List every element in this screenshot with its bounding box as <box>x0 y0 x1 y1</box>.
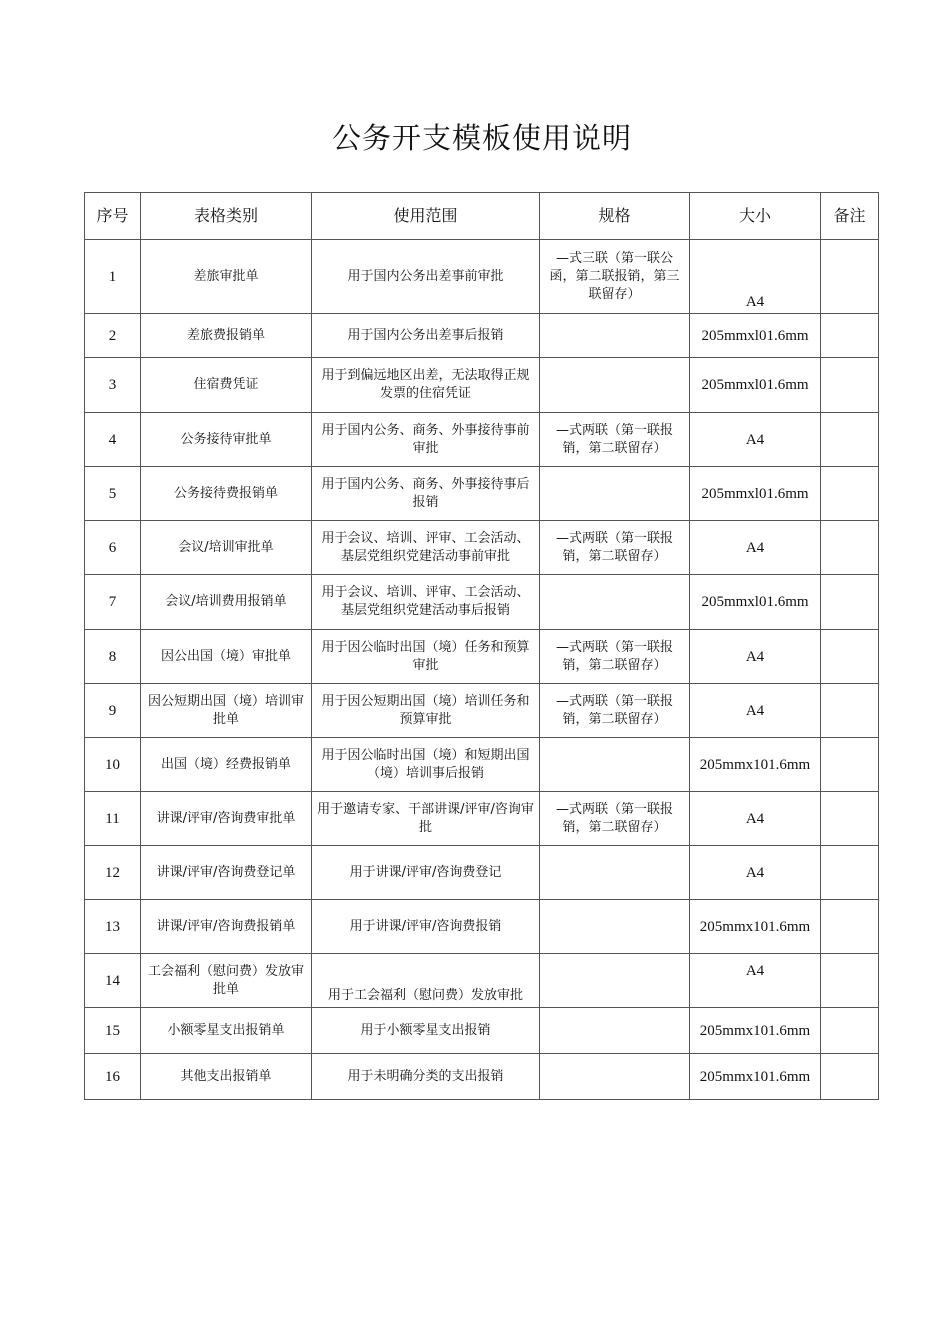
table-row <box>85 630 879 684</box>
spec-cell: —式两联（第一联报销，第二联留存） <box>540 521 690 575</box>
form-type-cell: 公务接待费报销单 <box>141 467 312 521</box>
size-cell: A4 <box>690 521 821 575</box>
form-type-cell: 讲课/评审/咨询费登记单 <box>141 846 312 900</box>
note-cell <box>821 467 879 521</box>
header-cell: 序号 <box>85 193 141 240</box>
header-cell: 使用范围 <box>312 193 540 240</box>
usage-scope-cell: 用于国内公务、商务、外事接待事前审批 <box>312 413 540 467</box>
spec-cell: —式两联（第一联报销，第二联留存） <box>540 684 690 738</box>
usage-scope-cell: 用于工会福利（慰问费）发放审批 <box>312 954 540 1008</box>
form-type-cell: 讲课/评审/咨询费报销单 <box>141 900 312 954</box>
note-cell <box>821 954 879 1008</box>
table-row <box>85 1054 879 1100</box>
size-cell: 205mmxl01.6mm <box>690 467 821 521</box>
size-cell: A4 <box>690 630 821 684</box>
form-type-cell: 差旅审批单 <box>141 240 312 314</box>
spec-cell <box>540 900 690 954</box>
size-cell: 205mmxl01.6mm <box>690 575 821 630</box>
note-cell <box>821 358 879 413</box>
spec-cell: —式两联（第一联报销，第二联留存） <box>540 630 690 684</box>
size-cell: A4 <box>690 684 821 738</box>
row-number-cell: 7 <box>85 575 141 630</box>
spec-cell <box>540 954 690 1008</box>
row-number-cell: 12 <box>85 846 141 900</box>
usage-scope-cell: 用于因公短期出国（境）培训任务和预算审批 <box>312 684 540 738</box>
note-cell <box>821 846 879 900</box>
form-type-cell: 会议/培训审批单 <box>141 521 312 575</box>
table-row <box>85 1008 879 1054</box>
usage-scope-cell: 用于邀请专家、干部讲课/评审/咨询审批 <box>312 792 540 846</box>
row-number-cell: 10 <box>85 738 141 792</box>
row-number-cell: 1 <box>85 240 141 314</box>
note-cell <box>821 314 879 358</box>
table-row <box>85 413 879 467</box>
form-type-cell: 出国（境）经费报销单 <box>141 738 312 792</box>
table-row <box>85 575 879 630</box>
table-row <box>85 792 879 846</box>
table-row <box>85 846 879 900</box>
form-type-cell: 因公出国（境）审批单 <box>141 630 312 684</box>
row-number-cell: 4 <box>85 413 141 467</box>
usage-scope-cell: 用于讲课/评审/咨询费登记 <box>312 846 540 900</box>
row-number-cell: 15 <box>85 1008 141 1054</box>
size-cell: 205mmx101.6mm <box>690 1054 821 1100</box>
spec-cell: —式三联（第一联公函，第二联报销，第三联留存） <box>540 240 690 314</box>
note-cell <box>821 738 879 792</box>
note-cell <box>821 575 879 630</box>
size-cell: A4 <box>690 240 821 314</box>
form-type-cell: 讲课/评审/咨询费审批单 <box>141 792 312 846</box>
note-cell <box>821 900 879 954</box>
usage-scope-cell: 用于讲课/评审/咨询费报销 <box>312 900 540 954</box>
table-header-row <box>85 193 879 240</box>
spec-cell <box>540 1054 690 1100</box>
size-cell: A4 <box>690 954 821 1008</box>
table-row <box>85 467 879 521</box>
usage-scope-cell: 用于因公临时出国（境）和短期出国（境）培训事后报销 <box>312 738 540 792</box>
size-cell: A4 <box>690 792 821 846</box>
usage-scope-cell: 用于国内公务出差事后报销 <box>312 314 540 358</box>
usage-scope-cell: 用于国内公务出差事前审批 <box>312 240 540 314</box>
table-row <box>85 954 879 1008</box>
page-title: 公务开支模板使用说明 <box>331 121 632 155</box>
spec-cell <box>540 738 690 792</box>
size-cell: 205mmxl01.6mm <box>690 358 821 413</box>
form-type-cell: 因公短期出国（境）培训审批单 <box>141 684 312 738</box>
usage-scope-cell: 用于会议、培训、评审、工会活动、基层党组织党建活动事后报销 <box>312 575 540 630</box>
header-cell: 备注 <box>821 193 879 240</box>
spec-cell: —式两联（第一联报销，第二联留存） <box>540 413 690 467</box>
form-type-cell: 工会福利（慰问费）发放审批单 <box>141 954 312 1008</box>
form-type-cell: 会议/培训费用报销单 <box>141 575 312 630</box>
usage-scope-cell: 用于小额零星支出报销 <box>312 1008 540 1054</box>
spec-cell <box>540 467 690 521</box>
row-number-cell: 13 <box>85 900 141 954</box>
size-cell: 205mmx101.6mm <box>690 1008 821 1054</box>
form-type-cell: 住宿费凭证 <box>141 358 312 413</box>
table-row <box>85 314 879 358</box>
usage-scope-cell: 用于会议、培训、评审、工会活动、基层党组织党建活动事前审批 <box>312 521 540 575</box>
table-row <box>85 240 879 314</box>
note-cell <box>821 1008 879 1054</box>
row-number-cell: 6 <box>85 521 141 575</box>
note-cell <box>821 630 879 684</box>
form-type-cell: 小额零星支出报销单 <box>141 1008 312 1054</box>
form-type-cell: 差旅费报销单 <box>141 314 312 358</box>
spec-cell <box>540 358 690 413</box>
row-number-cell: 11 <box>85 792 141 846</box>
size-cell: A4 <box>690 846 821 900</box>
table-row <box>85 900 879 954</box>
spec-cell <box>540 314 690 358</box>
header-cell: 规格 <box>540 193 690 240</box>
row-number-cell: 5 <box>85 467 141 521</box>
spec-cell <box>540 1008 690 1054</box>
usage-scope-cell: 用于国内公务、商务、外事接待事后报销 <box>312 467 540 521</box>
row-number-cell: 9 <box>85 684 141 738</box>
template-table <box>84 192 879 1100</box>
row-number-cell: 14 <box>85 954 141 1008</box>
table-row <box>85 358 879 413</box>
usage-scope-cell: 用于到偏远地区出差，无法取得正规发票的住宿凭证 <box>312 358 540 413</box>
note-cell <box>821 684 879 738</box>
size-cell: 205mmx101.6mm <box>690 738 821 792</box>
spec-cell <box>540 575 690 630</box>
note-cell <box>821 792 879 846</box>
table-row <box>85 521 879 575</box>
spec-cell <box>540 846 690 900</box>
row-number-cell: 16 <box>85 1054 141 1100</box>
size-cell: 205mmxl01.6mm <box>690 314 821 358</box>
note-cell <box>821 1054 879 1100</box>
form-type-cell: 公务接待审批单 <box>141 413 312 467</box>
row-number-cell: 2 <box>85 314 141 358</box>
usage-scope-cell: 用于未明确分类的支出报销 <box>312 1054 540 1100</box>
row-number-cell: 8 <box>85 630 141 684</box>
usage-scope-cell: 用于因公临时出国（境）任务和预算审批 <box>312 630 540 684</box>
form-type-cell: 其他支出报销单 <box>141 1054 312 1100</box>
size-cell: A4 <box>690 413 821 467</box>
size-cell: 205mmx101.6mm <box>690 900 821 954</box>
note-cell <box>821 240 879 314</box>
note-cell <box>821 521 879 575</box>
spec-cell: —式两联（第一联报销，第二联留存） <box>540 792 690 846</box>
header-cell: 大小 <box>690 193 821 240</box>
row-number-cell: 3 <box>85 358 141 413</box>
note-cell <box>821 413 879 467</box>
table-row <box>85 738 879 792</box>
table-row <box>85 684 879 738</box>
header-cell: 表格类别 <box>141 193 312 240</box>
